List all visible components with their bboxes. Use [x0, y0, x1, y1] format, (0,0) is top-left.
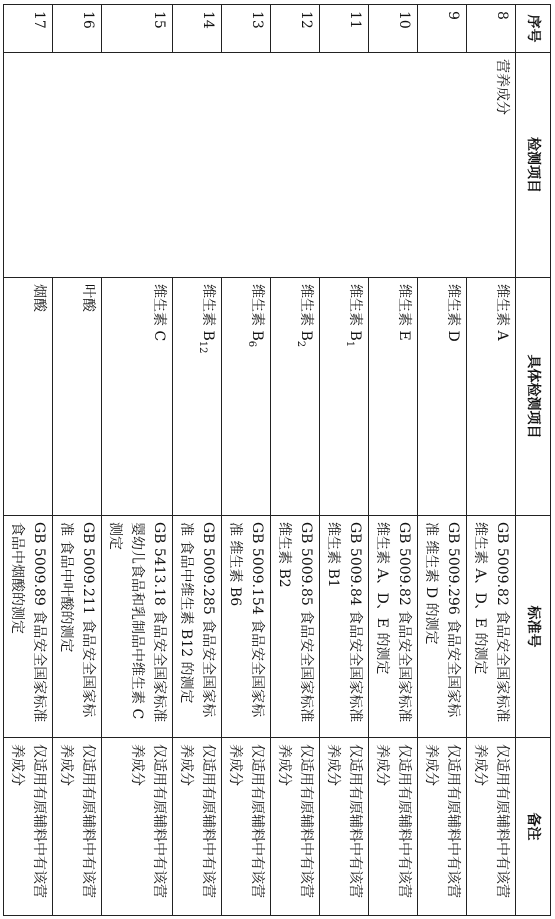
- item-name: 维生素 B: [249, 284, 265, 341]
- standard-cell: GB 5009.89 食品安全国家标准 食品中烟酸的测定: [4, 516, 53, 738]
- note-cell: 仅适用有原辅料中有该营养成分: [320, 738, 369, 916]
- standard-cell: GB 5009.82 食品安全国家标准 维生素 A、D、E 的测定: [467, 516, 516, 738]
- note-cell: 仅适用有原辅料中有该营养成分: [271, 738, 320, 916]
- row-seq: 9: [418, 5, 467, 53]
- note-cell: 仅适用有原辅料中有该营养成分: [222, 738, 271, 916]
- item-cell: [53, 278, 102, 516]
- row-seq: 14: [173, 5, 222, 53]
- item-cell: [4, 278, 53, 516]
- item-cell: [418, 278, 467, 516]
- standard-cell: GB 5413.18 食品安全国家标准 婴幼儿食品和乳制品中维生素 C 测定: [102, 516, 173, 738]
- header-seq: 序号: [516, 5, 551, 53]
- standards-table: [3, 4, 551, 916]
- note-cell: 仅适用有原辅料中有该营养成分: [173, 738, 222, 916]
- header-row: [516, 5, 551, 916]
- standard-cell: GB 5009.154 食品安全国家标准 维生素 B6: [222, 516, 271, 738]
- item-cell: [271, 278, 320, 516]
- row-seq: 13: [222, 5, 271, 53]
- standard-cell: GB 5009.84 食品安全国家标准 维生素 B1: [320, 516, 369, 738]
- category-cell: 营养成分: [4, 53, 516, 278]
- row-seq: 10: [369, 5, 418, 53]
- note-cell: 仅适用有原辅料中有该营养成分: [369, 738, 418, 916]
- standard-cell: GB 5009.211 食品安全国家标准 食品中叶酸的测定: [53, 516, 102, 738]
- header-category: 检测项目: [516, 53, 551, 278]
- item-name: 维生素 C: [151, 284, 167, 342]
- note-cell: 仅适用有原辅料中有该营养成分: [53, 738, 102, 916]
- item-name: 维生素 B: [347, 284, 363, 341]
- standard-cell: GB 5009.285 食品安全国家标准 食品中维生素 B12 的测定: [173, 516, 222, 738]
- header-item: 具体检测项目: [516, 278, 551, 516]
- item-name: 烟酸: [31, 284, 47, 312]
- item-name: 维生素 E: [396, 284, 412, 341]
- item-subscript: 2: [295, 340, 307, 348]
- row-seq: 17: [4, 5, 53, 53]
- table-row: [467, 5, 516, 916]
- item-subscript: 12: [197, 340, 209, 354]
- item-name: 维生素 B: [200, 284, 216, 341]
- note-cell: 仅适用有原辅料中有该营养成分: [4, 738, 53, 916]
- row-seq: 16: [53, 5, 102, 53]
- item-cell: [222, 278, 271, 516]
- item-cell: [102, 278, 173, 516]
- standard-cell: GB 5009.296 食品安全国家标准 维生素 D 的测定: [418, 516, 467, 738]
- item-subscript: 1: [344, 340, 356, 348]
- standard-cell: GB 5009.85 食品安全国家标准 维生素 B2: [271, 516, 320, 738]
- item-subscript: 6: [246, 340, 258, 348]
- item-name: 维生素 B: [298, 284, 314, 341]
- note-cell: 仅适用有原辅料中有该营养成分: [418, 738, 467, 916]
- item-cell: [320, 278, 369, 516]
- item-cell: [467, 278, 516, 516]
- note-cell: 仅适用有原辅料中有该营养成分: [102, 738, 173, 916]
- header-note: 备注: [516, 738, 551, 916]
- row-seq: 11: [320, 5, 369, 53]
- row-seq: 12: [271, 5, 320, 53]
- item-name: 维生素 D: [445, 284, 461, 342]
- row-seq: 15: [102, 5, 173, 53]
- row-seq: 8: [467, 5, 516, 53]
- item-cell: [369, 278, 418, 516]
- note-cell: 仅适用有原辅料中有该营养成分: [467, 738, 516, 916]
- item-name: 维生素 A: [494, 284, 510, 341]
- item-cell: [173, 278, 222, 516]
- standard-cell: GB 5009.82 食品安全国家标准 维生素 A、D、E 的测定: [369, 516, 418, 738]
- header-standard: 标准号: [516, 516, 551, 738]
- table-body: [4, 5, 516, 916]
- item-name: 叶酸: [80, 284, 96, 312]
